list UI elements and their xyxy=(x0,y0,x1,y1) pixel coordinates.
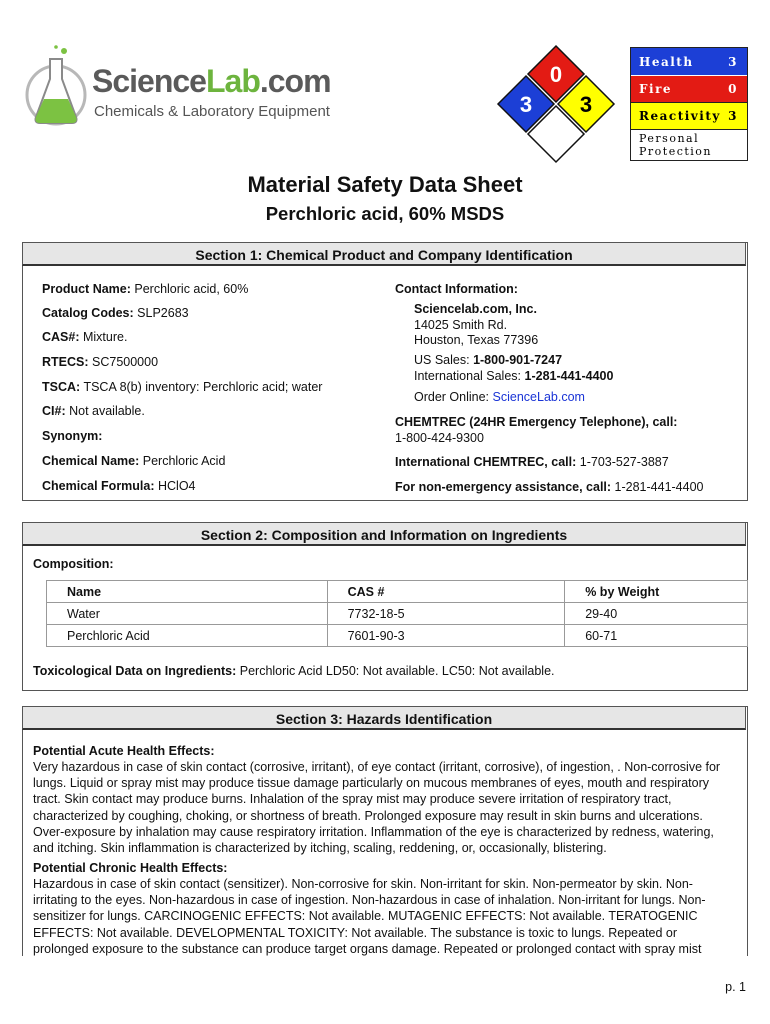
intl-sales-line: International Sales: 1-281-441-4400 xyxy=(414,369,614,383)
table-row xyxy=(47,625,748,647)
hazard-value: 3 xyxy=(728,109,738,123)
logo-wordmark: ScienceLab.com xyxy=(92,63,331,99)
table-cell: Water xyxy=(47,603,328,625)
table-cell: 60-71 xyxy=(565,625,748,647)
hazard-value: 0 xyxy=(728,82,738,96)
ppe-line: Personal xyxy=(639,132,700,145)
order-online-link[interactable]: ScienceLab.com xyxy=(492,390,585,404)
chronic-effects-text: Hazardous in case of skin contact (sensitizer). Non-corrosive for skin. Non-irritant for skin. Non-permeator by skin. Non- irritating to the eyes. Non-hazardous in case of ingestion. Non-hazardous in case of inhalation. Non-irritant for lungs. Non- sensitizer for lungs. CARCINOGENIC EFFECTS: Not available. MUTAGENIC EFFECTS: Not available. TERATOGENIC EFFECTS: Not available. DEVELOPMENTAL TOXICITY: Not available. The substance is toxic to lungs. Repeated or prolonged exposure to the substance can produce target organs damage. Repeated or prolonged contact with spray mist xyxy=(33,877,706,956)
column-header: Name xyxy=(47,581,328,603)
nfpa-diamond xyxy=(496,44,616,164)
column-header: % by Weight xyxy=(565,581,748,603)
toxicological-data: Toxicological Data on Ingredients: Perchloric Acid LD50: Not available. LC50: Not available. xyxy=(33,664,555,678)
page-number: p. 1 xyxy=(725,980,746,994)
table-cell: Perchloric Acid xyxy=(47,625,328,647)
intl-chemtrec-line: International CHEMTREC, call: 1-703-527-3887 xyxy=(395,455,669,469)
hazard-value: 3 xyxy=(728,54,738,69)
company-city: Houston, Texas 77396 xyxy=(414,333,539,347)
hazard-row-fire xyxy=(631,75,747,102)
acute-effects-text: Very hazardous in case of skin contact (corrosive, irritant), of eye contact (irritant, corrosive), of ingestion, . Non-corrosive for lungs. Liquid or spray mist may produce tissue damage particularly on mucous membranes of eyes, mouth and respiratory tract. Skin contact may produce burns. Inhalation of the spray mist may produce severe irritation of respiratory tract, characterized by coughing, choking, or shortness of breath. Prolonged exposure may result in skin burns and ulcerations. Over-exposure by inhalation may cause respiratory irritation. Inflammation of the eye is characterized by redness, watering, and itching. Skin inflammation is characterized by itching, scaling, reddening, or, occasionally, blistering. xyxy=(33,760,721,856)
catalog-codes-field: Catalog Codes: SLP2683 xyxy=(42,306,189,320)
hazard-rating-table xyxy=(630,47,748,161)
synonym-field: Synonym: xyxy=(42,429,103,443)
document-subtitle: Perchloric acid, 60% MSDS xyxy=(265,203,505,224)
composition-table xyxy=(46,580,748,647)
hazard-label: Fire xyxy=(639,82,673,96)
sciencelab-logo xyxy=(20,45,331,135)
logo-tagline: Chemicals & Laboratory Equipment xyxy=(94,103,330,120)
document-title: Material Safety Data Sheet xyxy=(247,172,523,197)
hazard-label: Health xyxy=(639,54,694,69)
chronic-effects-label: Potential Chronic Health Effects: xyxy=(33,861,228,875)
non-emergency-line: For non-emergency assistance, call: 1-281-441-4400 xyxy=(395,480,704,494)
cas-field: CAS#: Mixture. xyxy=(42,330,128,344)
composition-label: Composition: xyxy=(33,557,114,571)
hazard-label: Reactivity xyxy=(639,109,721,123)
chemtrec-label: CHEMTREC (24HR Emergency Telephone), call: xyxy=(395,415,678,429)
table-cell: 7601-90-3 xyxy=(327,625,565,647)
table-cell: 7732-18-5 xyxy=(327,603,565,625)
ci-field: CI#: Not available. xyxy=(42,404,145,418)
nfpa-fire-value: 0 xyxy=(549,62,563,87)
section-2-heading: Section 2: Composition and Information on Ingredients xyxy=(22,522,746,546)
hazard-row-reactivity xyxy=(631,102,747,129)
hazard-row-health xyxy=(631,48,747,75)
order-online-line: Order Online: ScienceLab.com xyxy=(414,390,585,404)
nfpa-health-value: 3 xyxy=(519,92,533,117)
table-header-row xyxy=(47,581,748,603)
chemical-name-field: Chemical Name: Perchloric Acid xyxy=(42,454,226,468)
company-street: 14025 Smith Rd. xyxy=(414,318,508,332)
nfpa-reactivity-value: 3 xyxy=(579,92,593,117)
product-name-field: Product Name: Perchloric acid, 60% xyxy=(42,282,249,296)
section-1-heading: Section 1: Chemical Product and Company Identification xyxy=(22,242,746,266)
rtecs-field: RTECS: SC7500000 xyxy=(42,355,159,369)
flask-icon xyxy=(20,45,92,135)
contact-info-label: Contact Information: xyxy=(395,282,518,296)
section-3-heading: Section 3: Hazards Identification xyxy=(22,706,746,730)
chemical-formula-field: Chemical Formula: HClO4 xyxy=(42,479,196,493)
column-header: CAS # xyxy=(327,581,565,603)
acute-effects-label: Potential Acute Health Effects: xyxy=(33,744,215,758)
chemtrec-phone: 1-800-424-9300 xyxy=(395,431,484,445)
table-cell: 29-40 xyxy=(565,603,748,625)
company-name: Sciencelab.com, Inc. xyxy=(414,302,537,316)
ppe-line: Protection xyxy=(639,145,713,158)
table-row xyxy=(47,603,748,625)
us-sales-line: US Sales: 1-800-901-7247 xyxy=(414,353,563,367)
tsca-field: TSCA: TSCA 8(b) inventory: Perchloric acid; water xyxy=(42,380,323,394)
personal-protection-cell xyxy=(631,129,747,160)
